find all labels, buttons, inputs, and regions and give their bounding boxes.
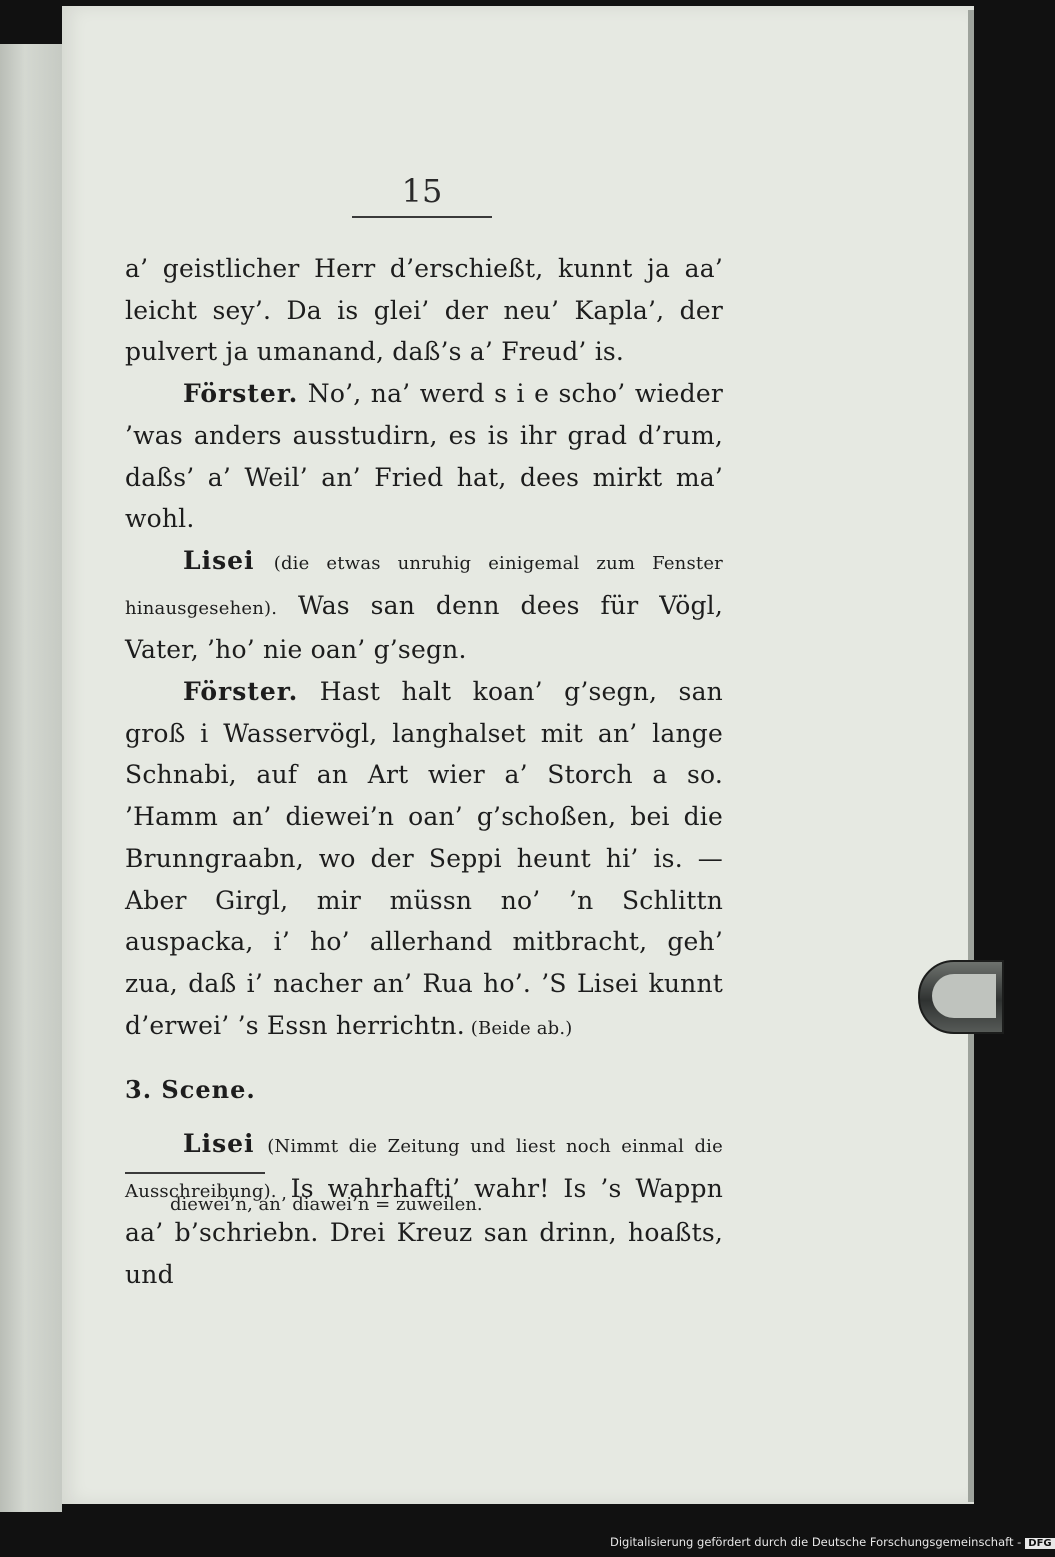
page-edge-shadow (968, 10, 974, 1502)
stage-direction: (die etwas unruhig einigemal zum Fenster hinausgesehen). (125, 552, 723, 619)
scene-heading: 3. Scene. (125, 1075, 256, 1105)
footnote: diewei’n, an’ diawei’n = zuweilen. (170, 1194, 483, 1215)
speaker-name: Lisei (183, 1129, 255, 1159)
dfg-logo: DFG (1025, 1538, 1054, 1549)
page-number: 15 (401, 172, 443, 210)
paragraph (125, 671, 723, 1049)
dialogue-text: Is wahrhafti’ wahr! Is ’s Wappn aa’ b’schriebn. Drei Kreuz san drinn, hoaßts, und (125, 1173, 723, 1290)
paragraph (125, 373, 723, 540)
stage-direction: (Nimmt die Zeitung und liest noch einmal die Ausschreibung). (125, 1136, 723, 1202)
credit-text: Digitalisierung gefördert durch die Deutsche Forschungsgemeinschaft - (610, 1535, 1022, 1549)
paragraph (125, 248, 723, 373)
header-rule (352, 216, 492, 218)
paragraph (125, 540, 723, 671)
dialogue-text: No’, na’ werd s i e scho’ wieder ’was anders ausstudirn, es is ihr grad d’rum, daßs’ a’ Weil’ an’ Fried hat, dees mirkt ma’ wohl. (125, 379, 723, 534)
dialogue-text: Was san denn dees für Vögl, Vater, ’ho’ nie oan’ g’segn. (125, 590, 723, 665)
scan-holder-clip (918, 960, 1004, 1034)
dialogue-text: a’ geistlicher Herr d’erschießt, kunnt ja aa’ leicht sey’. Da is glei’ der neu’ Kapla’, der pulvert ja umanand, daß’s a’ Freud’ is. (125, 254, 723, 367)
digitization-credit (610, 1535, 1052, 1555)
facing-page-edge (0, 44, 62, 1512)
speaker-name: Förster. (183, 677, 299, 707)
speaker-name: Lisei (183, 545, 255, 575)
body-text (125, 248, 723, 1296)
stage-direction: (Beide ab.) (464, 1017, 573, 1039)
footnote-rule (125, 1172, 265, 1174)
dialogue-text: Hast halt koan’ g’segn, san groß i Wasservögl, langhalset mit an’ lange Schnabi, auf an Art wier a’ Storch a so. ’Hamm an’ diewei’n oan’ g’schoßen, bei die Brunngraabn, wo der Seppi heunt hi’ is. — Aber Girgl, mir müssn no’ ’n Schlittn auspacka, i’ ho’ allerhand mitbracht, geh’ zua, daß i’ nacher an’ Rua ho’. ’S Lisei kunnt d’erwei’ ’s Essn herrichtn. (125, 677, 723, 1040)
speaker-name: Förster. (183, 379, 299, 409)
